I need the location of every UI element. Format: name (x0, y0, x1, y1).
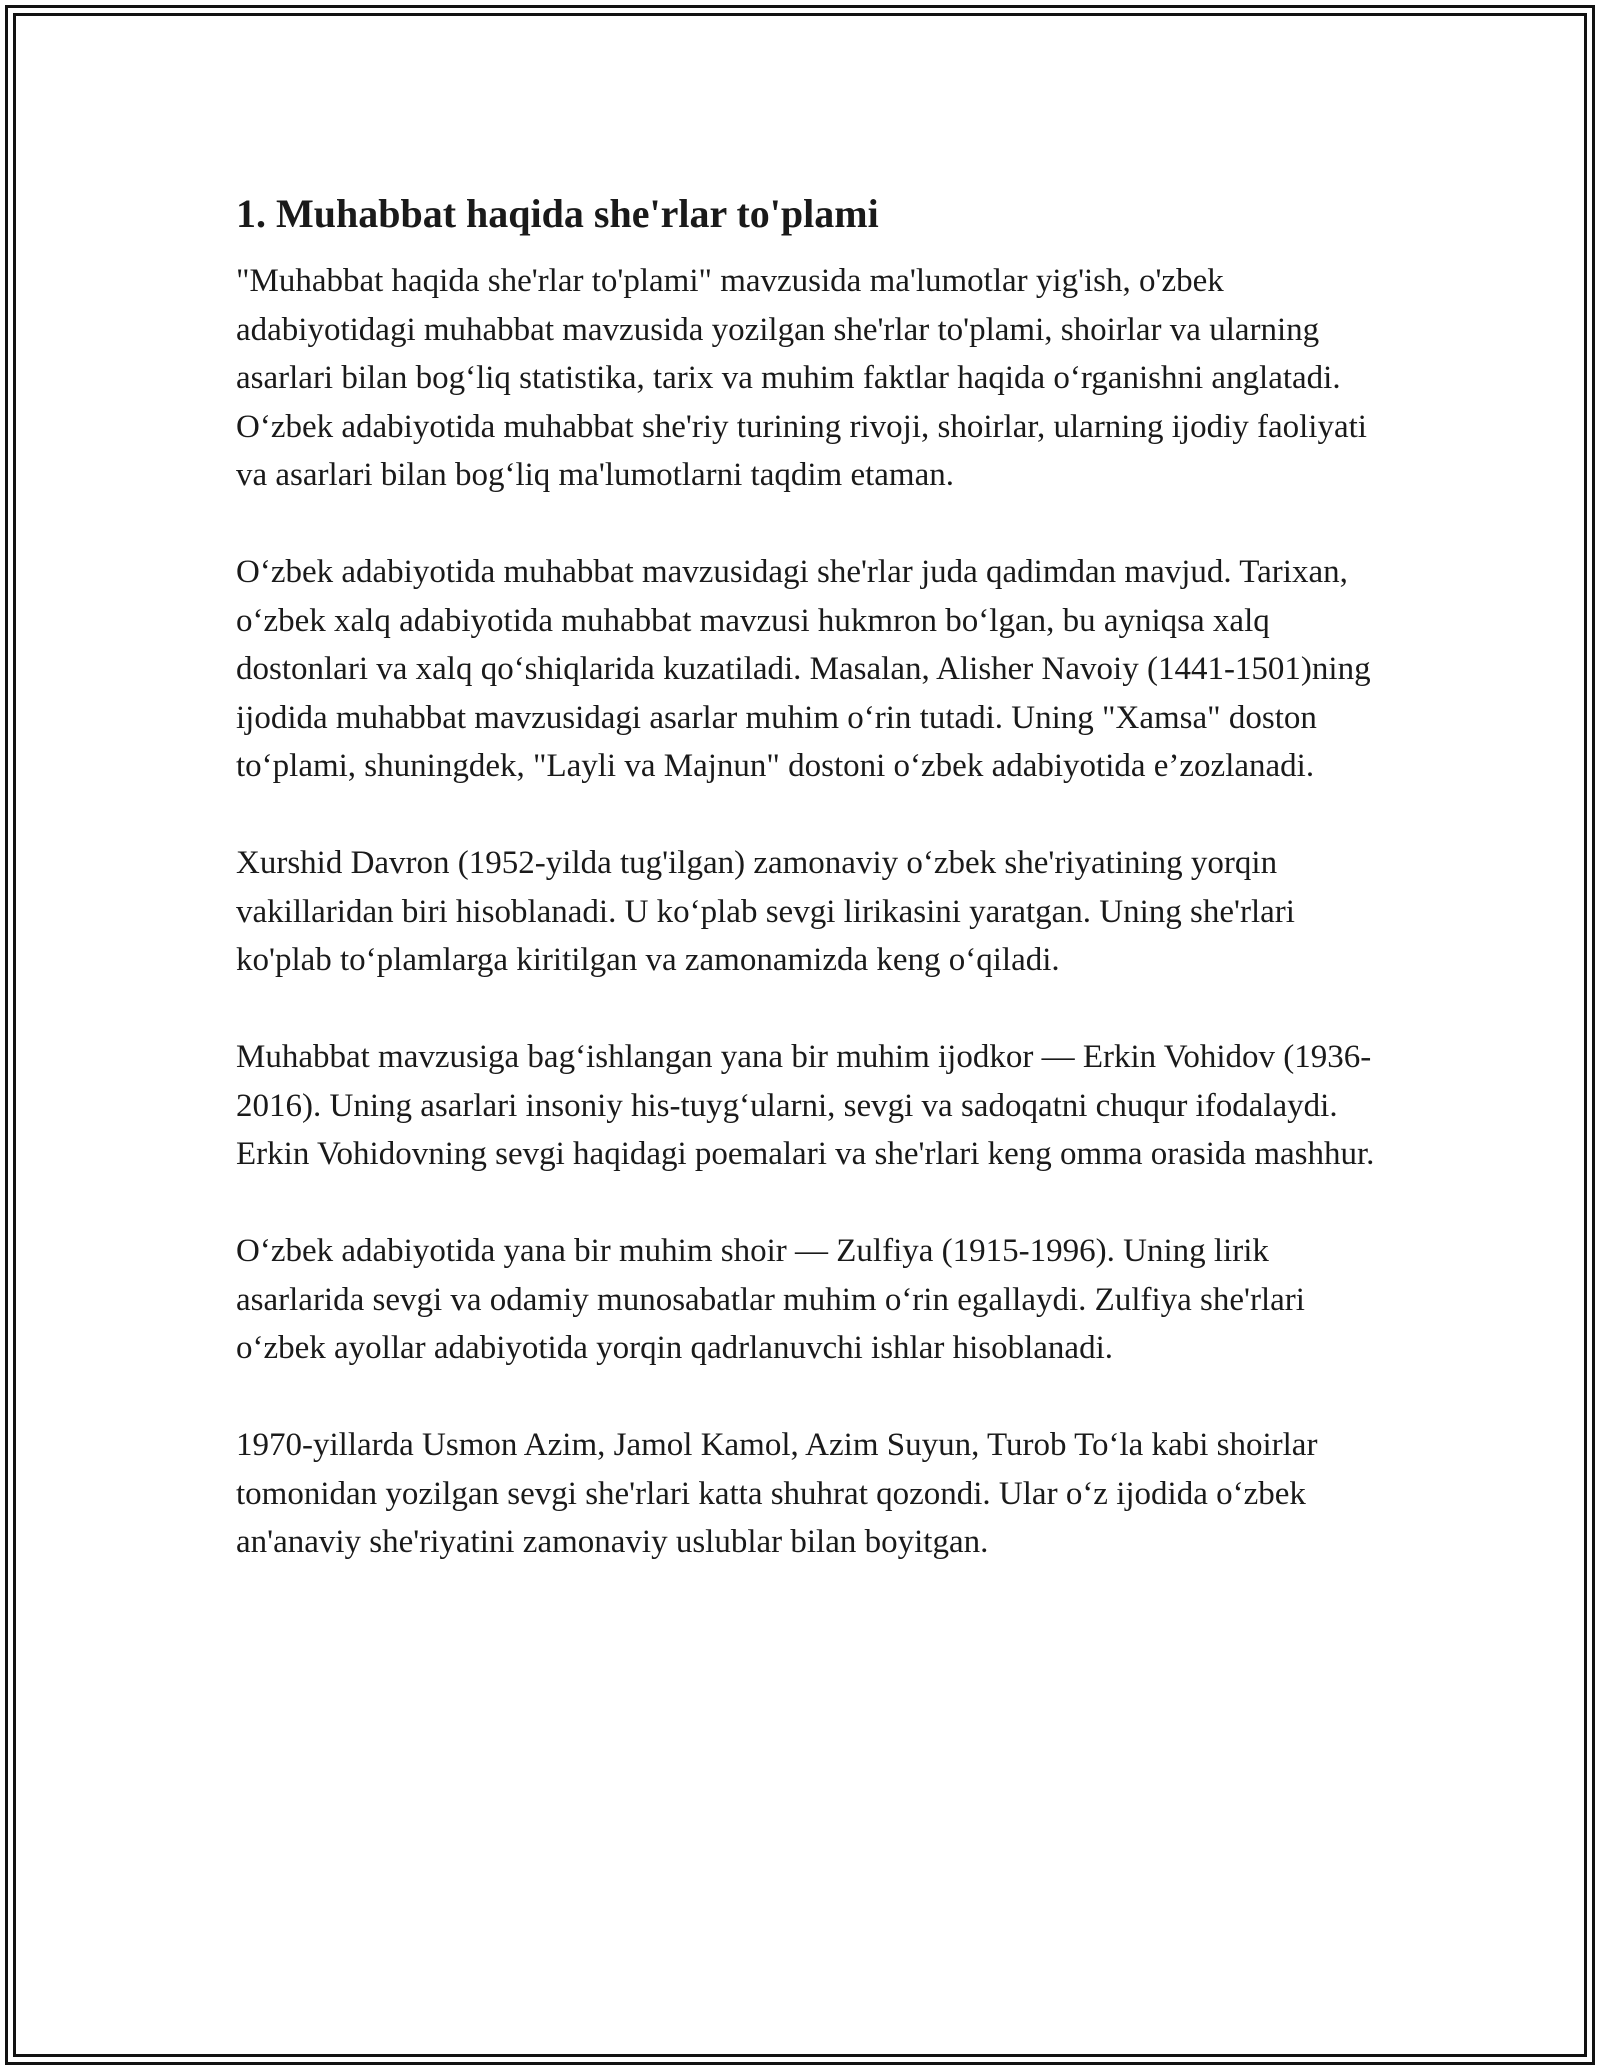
paragraph-intro: "Muhabbat haqida she'rlar to'plami" mavzusida ma'lumotlar yig'ish, o'zbek adabiyotidagi muhabbat mavzusida yozilgan she'rlar to'plami, shoirlar va ularning asarlari bilan bog‘liq statistika, tarix va muhim faktlar haqida o‘rganishni anglatadi. O‘zbek adabiyotida muhabbat she'riy turining rivoji, shoirlar, ularning ijodiy faoliyati va asarlari bilan bog‘liq ma'lumotlarni taqdim etaman. (236, 263, 1367, 493)
document-title: 1. Muhabbat haqida she'rlar to'plami (236, 191, 879, 236)
paragraph-erkin-vohidov: Muhabbat mavzusiga bag‘ishlangan yana bir muhim ijodkor — Erkin Vohidov (1936-2016). Uning asarlari insoniy his-tuyg‘ularni, sevgi va sadoqatni chuqur ifodalaydi. Erkin Vohidovning sevgi haqidagi poemalari va she'rlari keng omma orasida mashhur. (236, 1039, 1375, 1172)
paragraph-xurshid-davron: Xurshid Davron (1952-yilda tug'ilgan) zamonaviy o‘zbek she'riyatining yorqin vakillaridan biri hisoblanadi. U ko‘plab sevgi lirikasini yaratgan. Uning she'rlari ko'plab to‘plamlarga kiritilgan va zamonamizda keng o‘qiladi. (236, 845, 1295, 978)
document-body (236, 185, 1376, 1615)
paragraph-history: O‘zbek adabiyotida muhabbat mavzusidagi she'rlar juda qadimdan mavjud. Tarixan, o‘zbek xalq adabiyotida muhabbat mavzusi hukmron bo‘lgan, bu ayniqsa xalq dostonlari va xalq qo‘shiqlarida kuzatiladi. Masalan, Alisher Navoiy (1441-1501)ning ijodida muhabbat mavzusidagi asarlar muhim o‘rin tutadi. Uning "Xamsa" doston to‘plami, shuningdek, "Layli va Majnun" dostoni o‘zbek adabiyotida e’zozlanadi. (236, 554, 1371, 784)
paragraph-1970s-poets: 1970-yillarda Usmon Azim, Jamol Kamol, Azim Suyun, Turob To‘la kabi shoirlar tomonidan yozilgan sevgi she'rlari katta shuhrat qozondi. Ular o‘z ijodida o‘zbek an'anaviy she'riyatini zamonaviy uslublar bilan boyitgan. (236, 1427, 1318, 1560)
paragraph-zulfiya: O‘zbek adabiyotida yana bir muhim shoir — Zulfiya (1915-1996). Uning lirik asarlarida sevgi va odamiy munosabatlar muhim o‘rin egallaydi. Zulfiya she'rlari o‘zbek ayollar adabiyotida yorqin qadrlanuvchi ishlar hisoblanadi. (236, 1233, 1305, 1366)
